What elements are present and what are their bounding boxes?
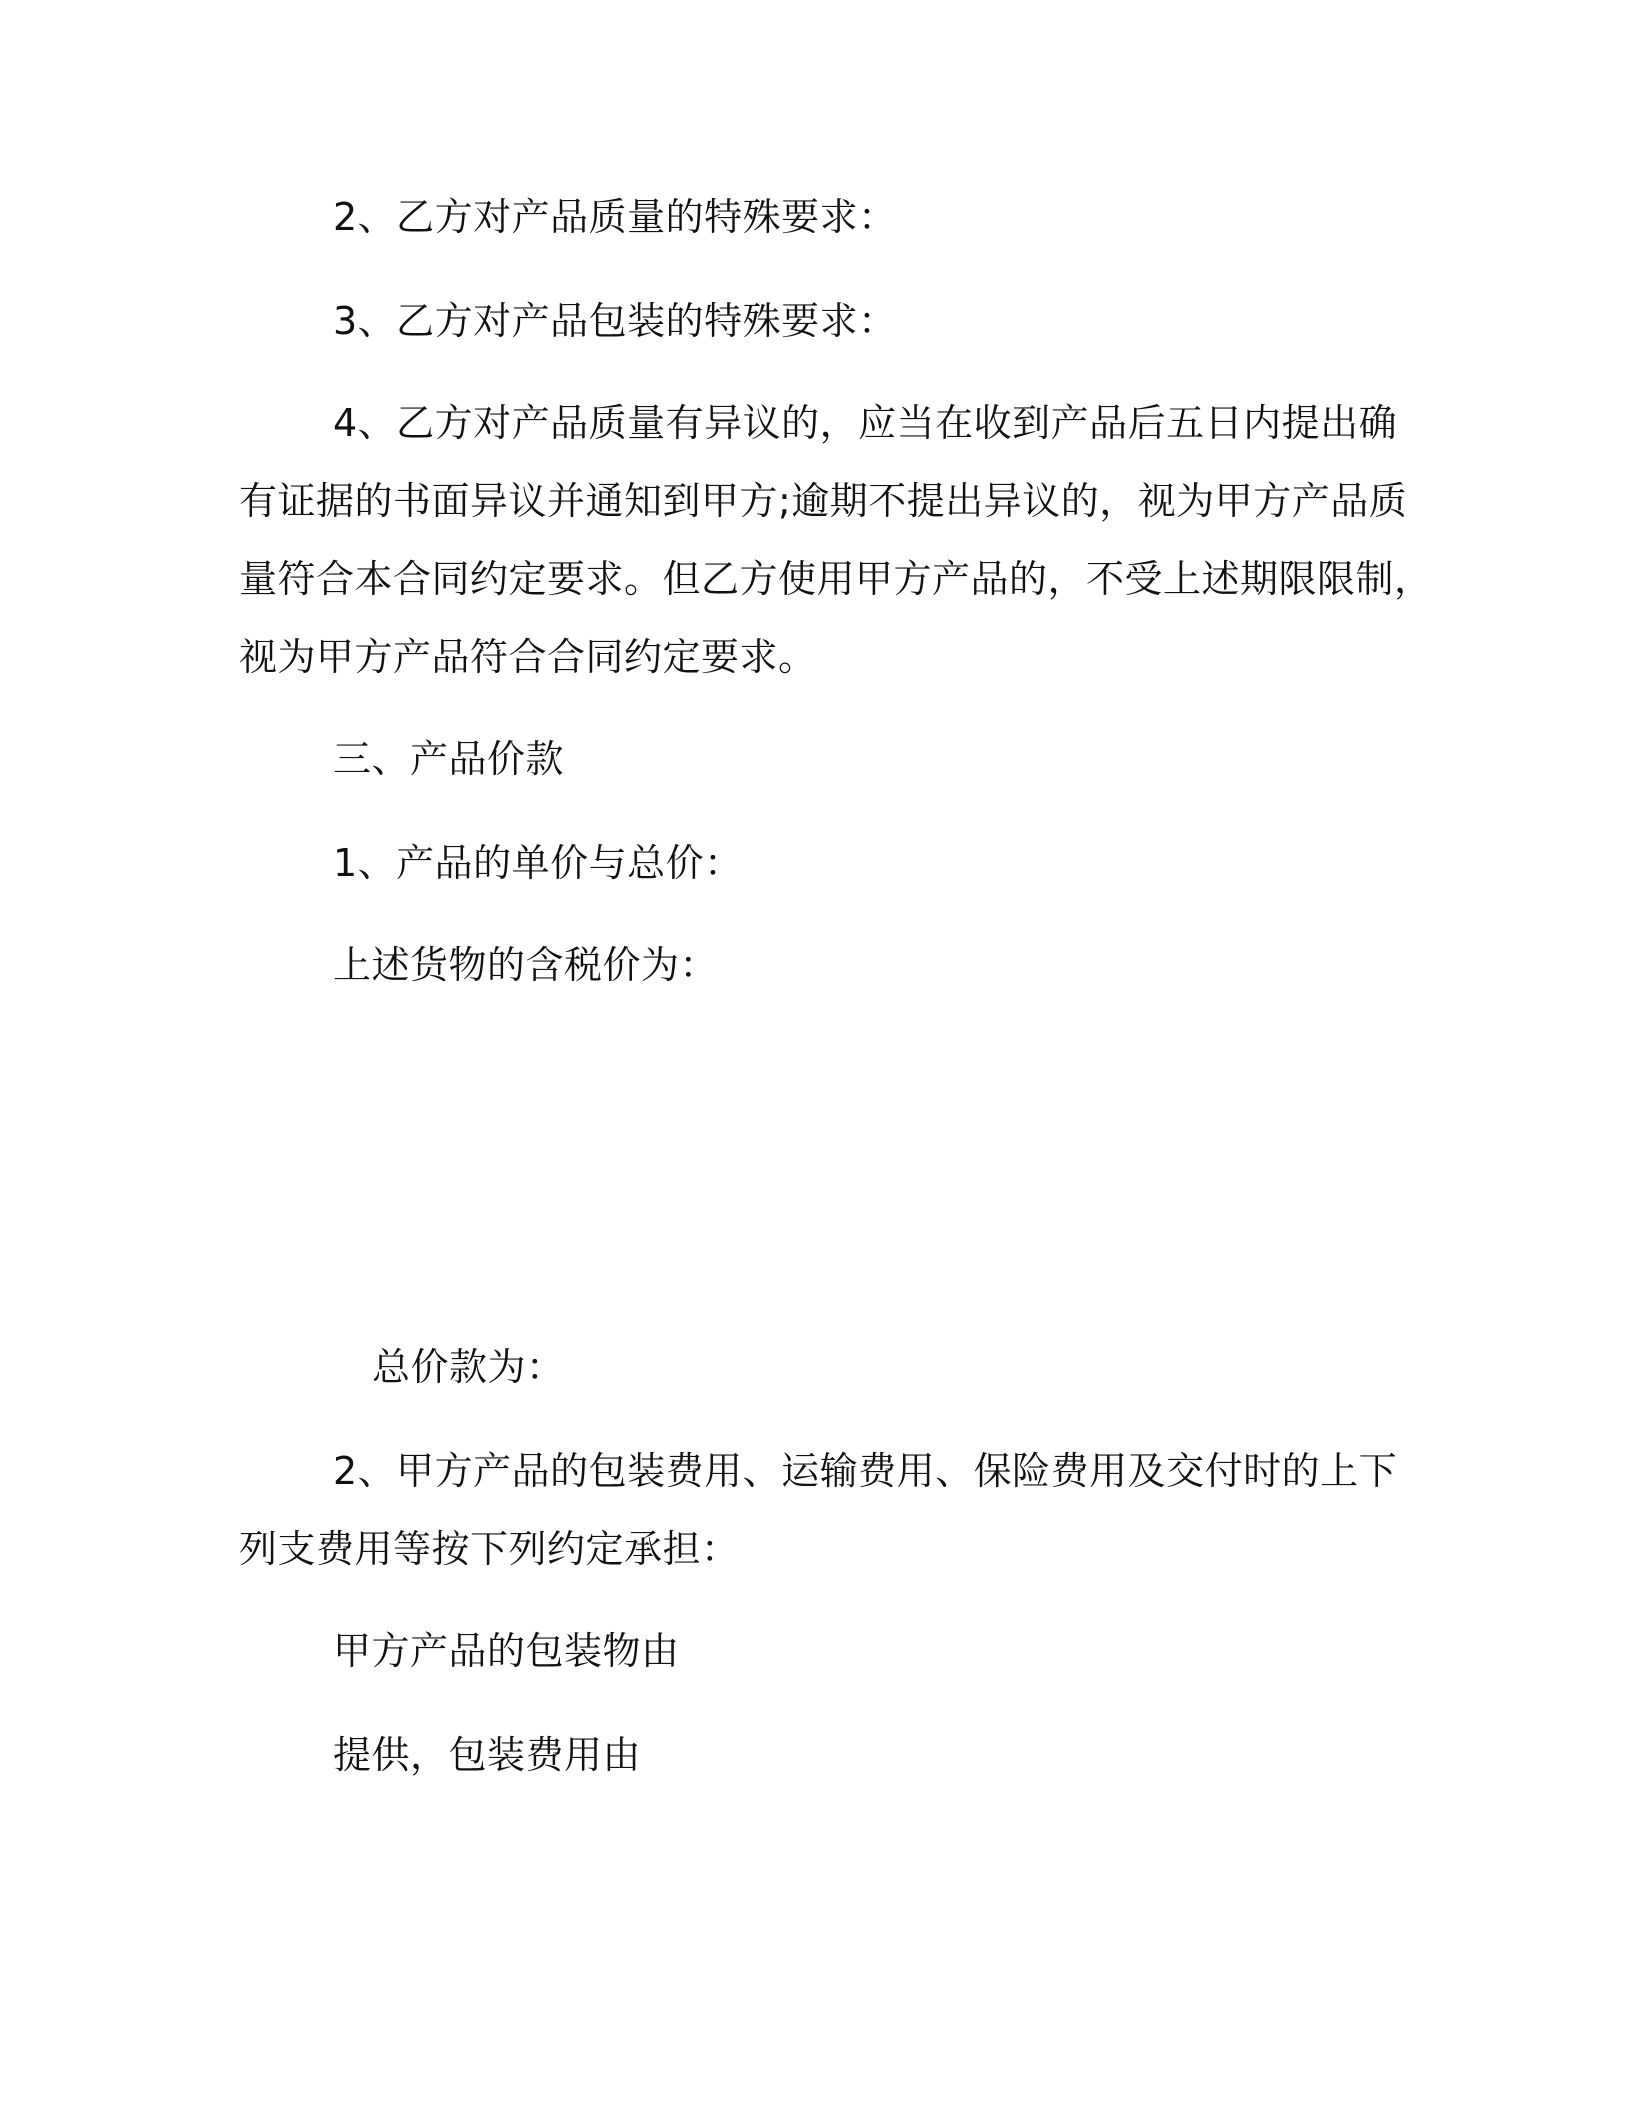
clause-4-line-2: 有证据的书面异议并通知到甲方;逾期不提出异议的，视为甲方产品质 <box>239 479 1408 523</box>
packaging-cost-line: 提供，包装费用由 <box>333 1733 642 1777</box>
price-clause-2-line-1: 2、甲方产品的包装费用、运输费用、保险费用及交付时的上下 <box>333 1449 1398 1493</box>
price-clause-2-line-2: 列支费用等按下列约定承担： <box>239 1527 740 1571</box>
total-price-label: 总价款为： <box>372 1345 565 1389</box>
section-3-heading: 三、产品价款 <box>333 737 565 781</box>
clause-2-quality-requirements: 2、乙方对产品质量的特殊要求： <box>333 195 897 239</box>
clause-4-line-1: 4、乙方对产品质量有异议的，应当在收到产品后五日内提出确 <box>333 401 1398 445</box>
clause-4-line-4: 视为甲方产品符合合同约定要求。 <box>239 635 817 679</box>
tax-inclusive-price-label: 上述货物的含税价为： <box>333 943 719 987</box>
price-clause-1: 1、产品的单价与总价： <box>333 841 743 885</box>
clause-4-line-3: 量符合本合同约定要求。但乙方使用甲方产品的，不受上述期限限制， <box>239 557 1433 601</box>
packaging-provider-line: 甲方产品的包装物由 <box>333 1629 680 1673</box>
clause-3-packaging-requirements: 3、乙方对产品包装的特殊要求： <box>333 299 897 343</box>
